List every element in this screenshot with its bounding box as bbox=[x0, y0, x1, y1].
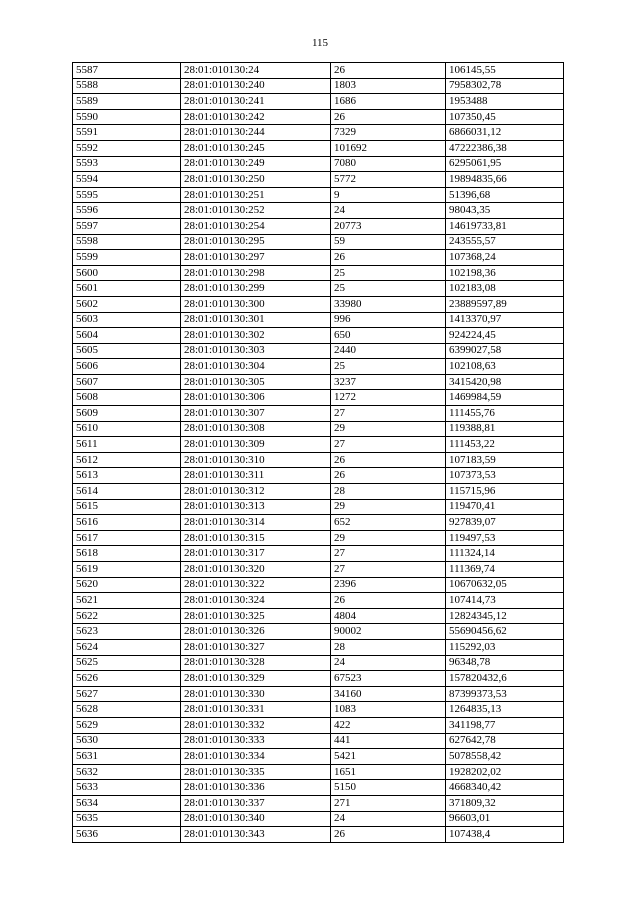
value-cell: 1953488 bbox=[446, 94, 564, 110]
table-row bbox=[73, 406, 564, 422]
area-cell: 34160 bbox=[331, 686, 446, 702]
table-row bbox=[73, 437, 564, 453]
table-row bbox=[73, 234, 564, 250]
value-cell: 1928202,02 bbox=[446, 764, 564, 780]
table-row bbox=[73, 172, 564, 188]
row-number-cell: 5588 bbox=[73, 78, 181, 94]
cadastral-number-cell: 28:01:010130:302 bbox=[181, 328, 331, 344]
area-cell: 24 bbox=[331, 203, 446, 219]
row-number-cell: 5624 bbox=[73, 639, 181, 655]
cadastral-number-cell: 28:01:010130:245 bbox=[181, 140, 331, 156]
row-number-cell: 5618 bbox=[73, 546, 181, 562]
value-cell: 111369,74 bbox=[446, 562, 564, 578]
table-row bbox=[73, 593, 564, 609]
table-row bbox=[73, 140, 564, 156]
area-cell: 5772 bbox=[331, 172, 446, 188]
table-row bbox=[73, 63, 564, 79]
row-number-cell: 5597 bbox=[73, 218, 181, 234]
row-number-cell: 5592 bbox=[73, 140, 181, 156]
row-number-cell: 5590 bbox=[73, 109, 181, 125]
table-row bbox=[73, 421, 564, 437]
value-cell: 107373,53 bbox=[446, 468, 564, 484]
value-cell: 111324,14 bbox=[446, 546, 564, 562]
area-cell: 28 bbox=[331, 639, 446, 655]
table-row bbox=[73, 546, 564, 562]
cadastral-number-cell: 28:01:010130:305 bbox=[181, 374, 331, 390]
table-row bbox=[73, 250, 564, 266]
value-cell: 119388,81 bbox=[446, 421, 564, 437]
value-cell: 115292,03 bbox=[446, 639, 564, 655]
table-row bbox=[73, 515, 564, 531]
cadastral-number-cell: 28:01:010130:311 bbox=[181, 468, 331, 484]
value-cell: 102183,08 bbox=[446, 281, 564, 297]
value-cell: 96603,01 bbox=[446, 811, 564, 827]
area-cell: 27 bbox=[331, 546, 446, 562]
table-row bbox=[73, 671, 564, 687]
cadastral-number-cell: 28:01:010130:244 bbox=[181, 125, 331, 141]
row-number-cell: 5626 bbox=[73, 671, 181, 687]
value-cell: 119497,53 bbox=[446, 530, 564, 546]
table-row bbox=[73, 452, 564, 468]
table-row bbox=[73, 328, 564, 344]
value-cell: 96348,78 bbox=[446, 655, 564, 671]
row-number-cell: 5596 bbox=[73, 203, 181, 219]
row-number-cell: 5627 bbox=[73, 686, 181, 702]
row-number-cell: 5621 bbox=[73, 593, 181, 609]
area-cell: 27 bbox=[331, 437, 446, 453]
cadastral-number-cell: 28:01:010130:307 bbox=[181, 406, 331, 422]
cadastral-number-cell: 28:01:010130:309 bbox=[181, 437, 331, 453]
cadastral-number-cell: 28:01:010130:250 bbox=[181, 172, 331, 188]
row-number-cell: 5632 bbox=[73, 764, 181, 780]
row-number-cell: 5605 bbox=[73, 343, 181, 359]
cadastral-number-cell: 28:01:010130:330 bbox=[181, 686, 331, 702]
table-row bbox=[73, 530, 564, 546]
cadastral-number-cell: 28:01:010130:252 bbox=[181, 203, 331, 219]
page-number: 115 bbox=[311, 37, 329, 49]
row-number-cell: 5598 bbox=[73, 234, 181, 250]
row-number-cell: 5608 bbox=[73, 390, 181, 406]
area-cell: 1272 bbox=[331, 390, 446, 406]
row-number-cell: 5607 bbox=[73, 374, 181, 390]
value-cell: 627642,78 bbox=[446, 733, 564, 749]
row-number-cell: 5606 bbox=[73, 359, 181, 375]
value-cell: 1469984,59 bbox=[446, 390, 564, 406]
value-cell: 19894835,66 bbox=[446, 172, 564, 188]
row-number-cell: 5609 bbox=[73, 406, 181, 422]
row-number-cell: 5622 bbox=[73, 608, 181, 624]
value-cell: 7958302,78 bbox=[446, 78, 564, 94]
area-cell: 26 bbox=[331, 593, 446, 609]
row-number-cell: 5614 bbox=[73, 484, 181, 500]
row-number-cell: 5615 bbox=[73, 499, 181, 515]
table-row bbox=[73, 468, 564, 484]
area-cell: 59 bbox=[331, 234, 446, 250]
area-cell: 67523 bbox=[331, 671, 446, 687]
area-cell: 27 bbox=[331, 562, 446, 578]
table-row bbox=[73, 733, 564, 749]
row-number-cell: 5600 bbox=[73, 265, 181, 281]
row-number-cell: 5633 bbox=[73, 780, 181, 796]
area-cell: 7329 bbox=[331, 125, 446, 141]
table-row bbox=[73, 811, 564, 827]
table-row bbox=[73, 78, 564, 94]
value-cell: 341198,77 bbox=[446, 717, 564, 733]
value-cell: 107350,45 bbox=[446, 109, 564, 125]
table-row bbox=[73, 499, 564, 515]
table-row bbox=[73, 795, 564, 811]
area-cell: 996 bbox=[331, 312, 446, 328]
table-row bbox=[73, 156, 564, 172]
table-row bbox=[73, 109, 564, 125]
table-row bbox=[73, 577, 564, 593]
row-number-cell: 5628 bbox=[73, 702, 181, 718]
area-cell: 25 bbox=[331, 265, 446, 281]
value-cell: 47222386,38 bbox=[446, 140, 564, 156]
value-cell: 55690456,62 bbox=[446, 624, 564, 640]
cadastral-number-cell: 28:01:010130:301 bbox=[181, 312, 331, 328]
row-number-cell: 5636 bbox=[73, 827, 181, 843]
row-number-cell: 5620 bbox=[73, 577, 181, 593]
value-cell: 115715,96 bbox=[446, 484, 564, 500]
table-row bbox=[73, 312, 564, 328]
value-cell: 3415420,98 bbox=[446, 374, 564, 390]
table-row bbox=[73, 343, 564, 359]
table-row bbox=[73, 608, 564, 624]
cadastral-number-cell: 28:01:010130:298 bbox=[181, 265, 331, 281]
area-cell: 422 bbox=[331, 717, 446, 733]
value-cell: 5078558,42 bbox=[446, 749, 564, 765]
cadastral-number-cell: 28:01:010130:343 bbox=[181, 827, 331, 843]
area-cell: 26 bbox=[331, 452, 446, 468]
value-cell: 51396,68 bbox=[446, 187, 564, 203]
registry-table bbox=[72, 62, 564, 843]
table-row bbox=[73, 764, 564, 780]
cadastral-number-cell: 28:01:010130:332 bbox=[181, 717, 331, 733]
table-row bbox=[73, 702, 564, 718]
area-cell: 101692 bbox=[331, 140, 446, 156]
row-number-cell: 5619 bbox=[73, 562, 181, 578]
row-number-cell: 5616 bbox=[73, 515, 181, 531]
table-row bbox=[73, 296, 564, 312]
row-number-cell: 5589 bbox=[73, 94, 181, 110]
value-cell: 119470,41 bbox=[446, 499, 564, 515]
cadastral-number-cell: 28:01:010130:241 bbox=[181, 94, 331, 110]
cadastral-number-cell: 28:01:010130:300 bbox=[181, 296, 331, 312]
area-cell: 29 bbox=[331, 530, 446, 546]
cadastral-number-cell: 28:01:010130:315 bbox=[181, 530, 331, 546]
cadastral-number-cell: 28:01:010130:337 bbox=[181, 795, 331, 811]
cadastral-number-cell: 28:01:010130:312 bbox=[181, 484, 331, 500]
table-row bbox=[73, 125, 564, 141]
table-row bbox=[73, 281, 564, 297]
value-cell: 111453,22 bbox=[446, 437, 564, 453]
cadastral-number-cell: 28:01:010130:327 bbox=[181, 639, 331, 655]
row-number-cell: 5594 bbox=[73, 172, 181, 188]
cadastral-number-cell: 28:01:010130:326 bbox=[181, 624, 331, 640]
value-cell: 6295061,95 bbox=[446, 156, 564, 172]
area-cell: 650 bbox=[331, 328, 446, 344]
value-cell: 6399027,58 bbox=[446, 343, 564, 359]
area-cell: 3237 bbox=[331, 374, 446, 390]
row-number-cell: 5599 bbox=[73, 250, 181, 266]
area-cell: 652 bbox=[331, 515, 446, 531]
value-cell: 107414,73 bbox=[446, 593, 564, 609]
value-cell: 157820432,6 bbox=[446, 671, 564, 687]
cadastral-number-cell: 28:01:010130:24 bbox=[181, 63, 331, 79]
row-number-cell: 5634 bbox=[73, 795, 181, 811]
cadastral-number-cell: 28:01:010130:310 bbox=[181, 452, 331, 468]
value-cell: 927839,07 bbox=[446, 515, 564, 531]
row-number-cell: 5625 bbox=[73, 655, 181, 671]
area-cell: 271 bbox=[331, 795, 446, 811]
table-row bbox=[73, 484, 564, 500]
value-cell: 924224,45 bbox=[446, 328, 564, 344]
row-number-cell: 5595 bbox=[73, 187, 181, 203]
row-number-cell: 5623 bbox=[73, 624, 181, 640]
row-number-cell: 5610 bbox=[73, 421, 181, 437]
value-cell: 14619733,81 bbox=[446, 218, 564, 234]
area-cell: 29 bbox=[331, 421, 446, 437]
table-row bbox=[73, 749, 564, 765]
cadastral-number-cell: 28:01:010130:313 bbox=[181, 499, 331, 515]
area-cell: 1803 bbox=[331, 78, 446, 94]
area-cell: 33980 bbox=[331, 296, 446, 312]
area-cell: 441 bbox=[331, 733, 446, 749]
area-cell: 1083 bbox=[331, 702, 446, 718]
cadastral-number-cell: 28:01:010130:314 bbox=[181, 515, 331, 531]
table-row bbox=[73, 359, 564, 375]
area-cell: 24 bbox=[331, 811, 446, 827]
row-number-cell: 5611 bbox=[73, 437, 181, 453]
value-cell: 102198,36 bbox=[446, 265, 564, 281]
area-cell: 5421 bbox=[331, 749, 446, 765]
area-cell: 2440 bbox=[331, 343, 446, 359]
row-number-cell: 5629 bbox=[73, 717, 181, 733]
row-number-cell: 5635 bbox=[73, 811, 181, 827]
table-row bbox=[73, 639, 564, 655]
area-cell: 26 bbox=[331, 63, 446, 79]
cadastral-number-cell: 28:01:010130:249 bbox=[181, 156, 331, 172]
value-cell: 10670632,05 bbox=[446, 577, 564, 593]
cadastral-number-cell: 28:01:010130:254 bbox=[181, 218, 331, 234]
value-cell: 107183,59 bbox=[446, 452, 564, 468]
row-number-cell: 5603 bbox=[73, 312, 181, 328]
value-cell: 1413370,97 bbox=[446, 312, 564, 328]
area-cell: 27 bbox=[331, 406, 446, 422]
cadastral-number-cell: 28:01:010130:299 bbox=[181, 281, 331, 297]
row-number-cell: 5601 bbox=[73, 281, 181, 297]
cadastral-number-cell: 28:01:010130:340 bbox=[181, 811, 331, 827]
table-row bbox=[73, 562, 564, 578]
area-cell: 24 bbox=[331, 655, 446, 671]
value-cell: 107368,24 bbox=[446, 250, 564, 266]
row-number-cell: 5617 bbox=[73, 530, 181, 546]
area-cell: 2396 bbox=[331, 577, 446, 593]
value-cell: 4668340,42 bbox=[446, 780, 564, 796]
table-row bbox=[73, 717, 564, 733]
cadastral-number-cell: 28:01:010130:322 bbox=[181, 577, 331, 593]
area-cell: 5150 bbox=[331, 780, 446, 796]
area-cell: 26 bbox=[331, 250, 446, 266]
area-cell: 1686 bbox=[331, 94, 446, 110]
cadastral-number-cell: 28:01:010130:335 bbox=[181, 764, 331, 780]
value-cell: 102108,63 bbox=[446, 359, 564, 375]
table-row bbox=[73, 218, 564, 234]
area-cell: 4804 bbox=[331, 608, 446, 624]
row-number-cell: 5591 bbox=[73, 125, 181, 141]
area-cell: 20773 bbox=[331, 218, 446, 234]
cadastral-number-cell: 28:01:010130:308 bbox=[181, 421, 331, 437]
cadastral-number-cell: 28:01:010130:304 bbox=[181, 359, 331, 375]
value-cell: 371809,32 bbox=[446, 795, 564, 811]
table-row bbox=[73, 624, 564, 640]
area-cell: 7080 bbox=[331, 156, 446, 172]
table-row bbox=[73, 780, 564, 796]
row-number-cell: 5587 bbox=[73, 63, 181, 79]
table-row bbox=[73, 94, 564, 110]
row-number-cell: 5593 bbox=[73, 156, 181, 172]
table-row bbox=[73, 686, 564, 702]
area-cell: 25 bbox=[331, 281, 446, 297]
cadastral-number-cell: 28:01:010130:242 bbox=[181, 109, 331, 125]
row-number-cell: 5602 bbox=[73, 296, 181, 312]
cadastral-number-cell: 28:01:010130:329 bbox=[181, 671, 331, 687]
cadastral-number-cell: 28:01:010130:240 bbox=[181, 78, 331, 94]
area-cell: 28 bbox=[331, 484, 446, 500]
cadastral-number-cell: 28:01:010130:328 bbox=[181, 655, 331, 671]
cadastral-number-cell: 28:01:010130:306 bbox=[181, 390, 331, 406]
area-cell: 26 bbox=[331, 468, 446, 484]
cadastral-number-cell: 28:01:010130:297 bbox=[181, 250, 331, 266]
registry-table-body bbox=[73, 63, 564, 843]
area-cell: 1651 bbox=[331, 764, 446, 780]
value-cell: 1264835,13 bbox=[446, 702, 564, 718]
cadastral-number-cell: 28:01:010130:325 bbox=[181, 608, 331, 624]
row-number-cell: 5604 bbox=[73, 328, 181, 344]
value-cell: 111455,76 bbox=[446, 406, 564, 422]
table-row bbox=[73, 827, 564, 843]
area-cell: 26 bbox=[331, 109, 446, 125]
cadastral-number-cell: 28:01:010130:251 bbox=[181, 187, 331, 203]
table-row bbox=[73, 203, 564, 219]
value-cell: 87399373,53 bbox=[446, 686, 564, 702]
cadastral-number-cell: 28:01:010130:303 bbox=[181, 343, 331, 359]
table-row bbox=[73, 655, 564, 671]
row-number-cell: 5631 bbox=[73, 749, 181, 765]
table-row bbox=[73, 265, 564, 281]
cadastral-number-cell: 28:01:010130:295 bbox=[181, 234, 331, 250]
area-cell: 25 bbox=[331, 359, 446, 375]
area-cell: 90002 bbox=[331, 624, 446, 640]
cadastral-number-cell: 28:01:010130:333 bbox=[181, 733, 331, 749]
table-row bbox=[73, 390, 564, 406]
row-number-cell: 5630 bbox=[73, 733, 181, 749]
value-cell: 12824345,12 bbox=[446, 608, 564, 624]
value-cell: 6866031,12 bbox=[446, 125, 564, 141]
value-cell: 243555,57 bbox=[446, 234, 564, 250]
cadastral-number-cell: 28:01:010130:331 bbox=[181, 702, 331, 718]
cadastral-number-cell: 28:01:010130:317 bbox=[181, 546, 331, 562]
table-row bbox=[73, 374, 564, 390]
cadastral-number-cell: 28:01:010130:334 bbox=[181, 749, 331, 765]
value-cell: 23889597,89 bbox=[446, 296, 564, 312]
cadastral-number-cell: 28:01:010130:324 bbox=[181, 593, 331, 609]
area-cell: 9 bbox=[331, 187, 446, 203]
value-cell: 98043,35 bbox=[446, 203, 564, 219]
value-cell: 106145,55 bbox=[446, 63, 564, 79]
value-cell: 107438,4 bbox=[446, 827, 564, 843]
area-cell: 29 bbox=[331, 499, 446, 515]
cadastral-number-cell: 28:01:010130:320 bbox=[181, 562, 331, 578]
table-row bbox=[73, 187, 564, 203]
row-number-cell: 5612 bbox=[73, 452, 181, 468]
cadastral-number-cell: 28:01:010130:336 bbox=[181, 780, 331, 796]
area-cell: 26 bbox=[331, 827, 446, 843]
row-number-cell: 5613 bbox=[73, 468, 181, 484]
